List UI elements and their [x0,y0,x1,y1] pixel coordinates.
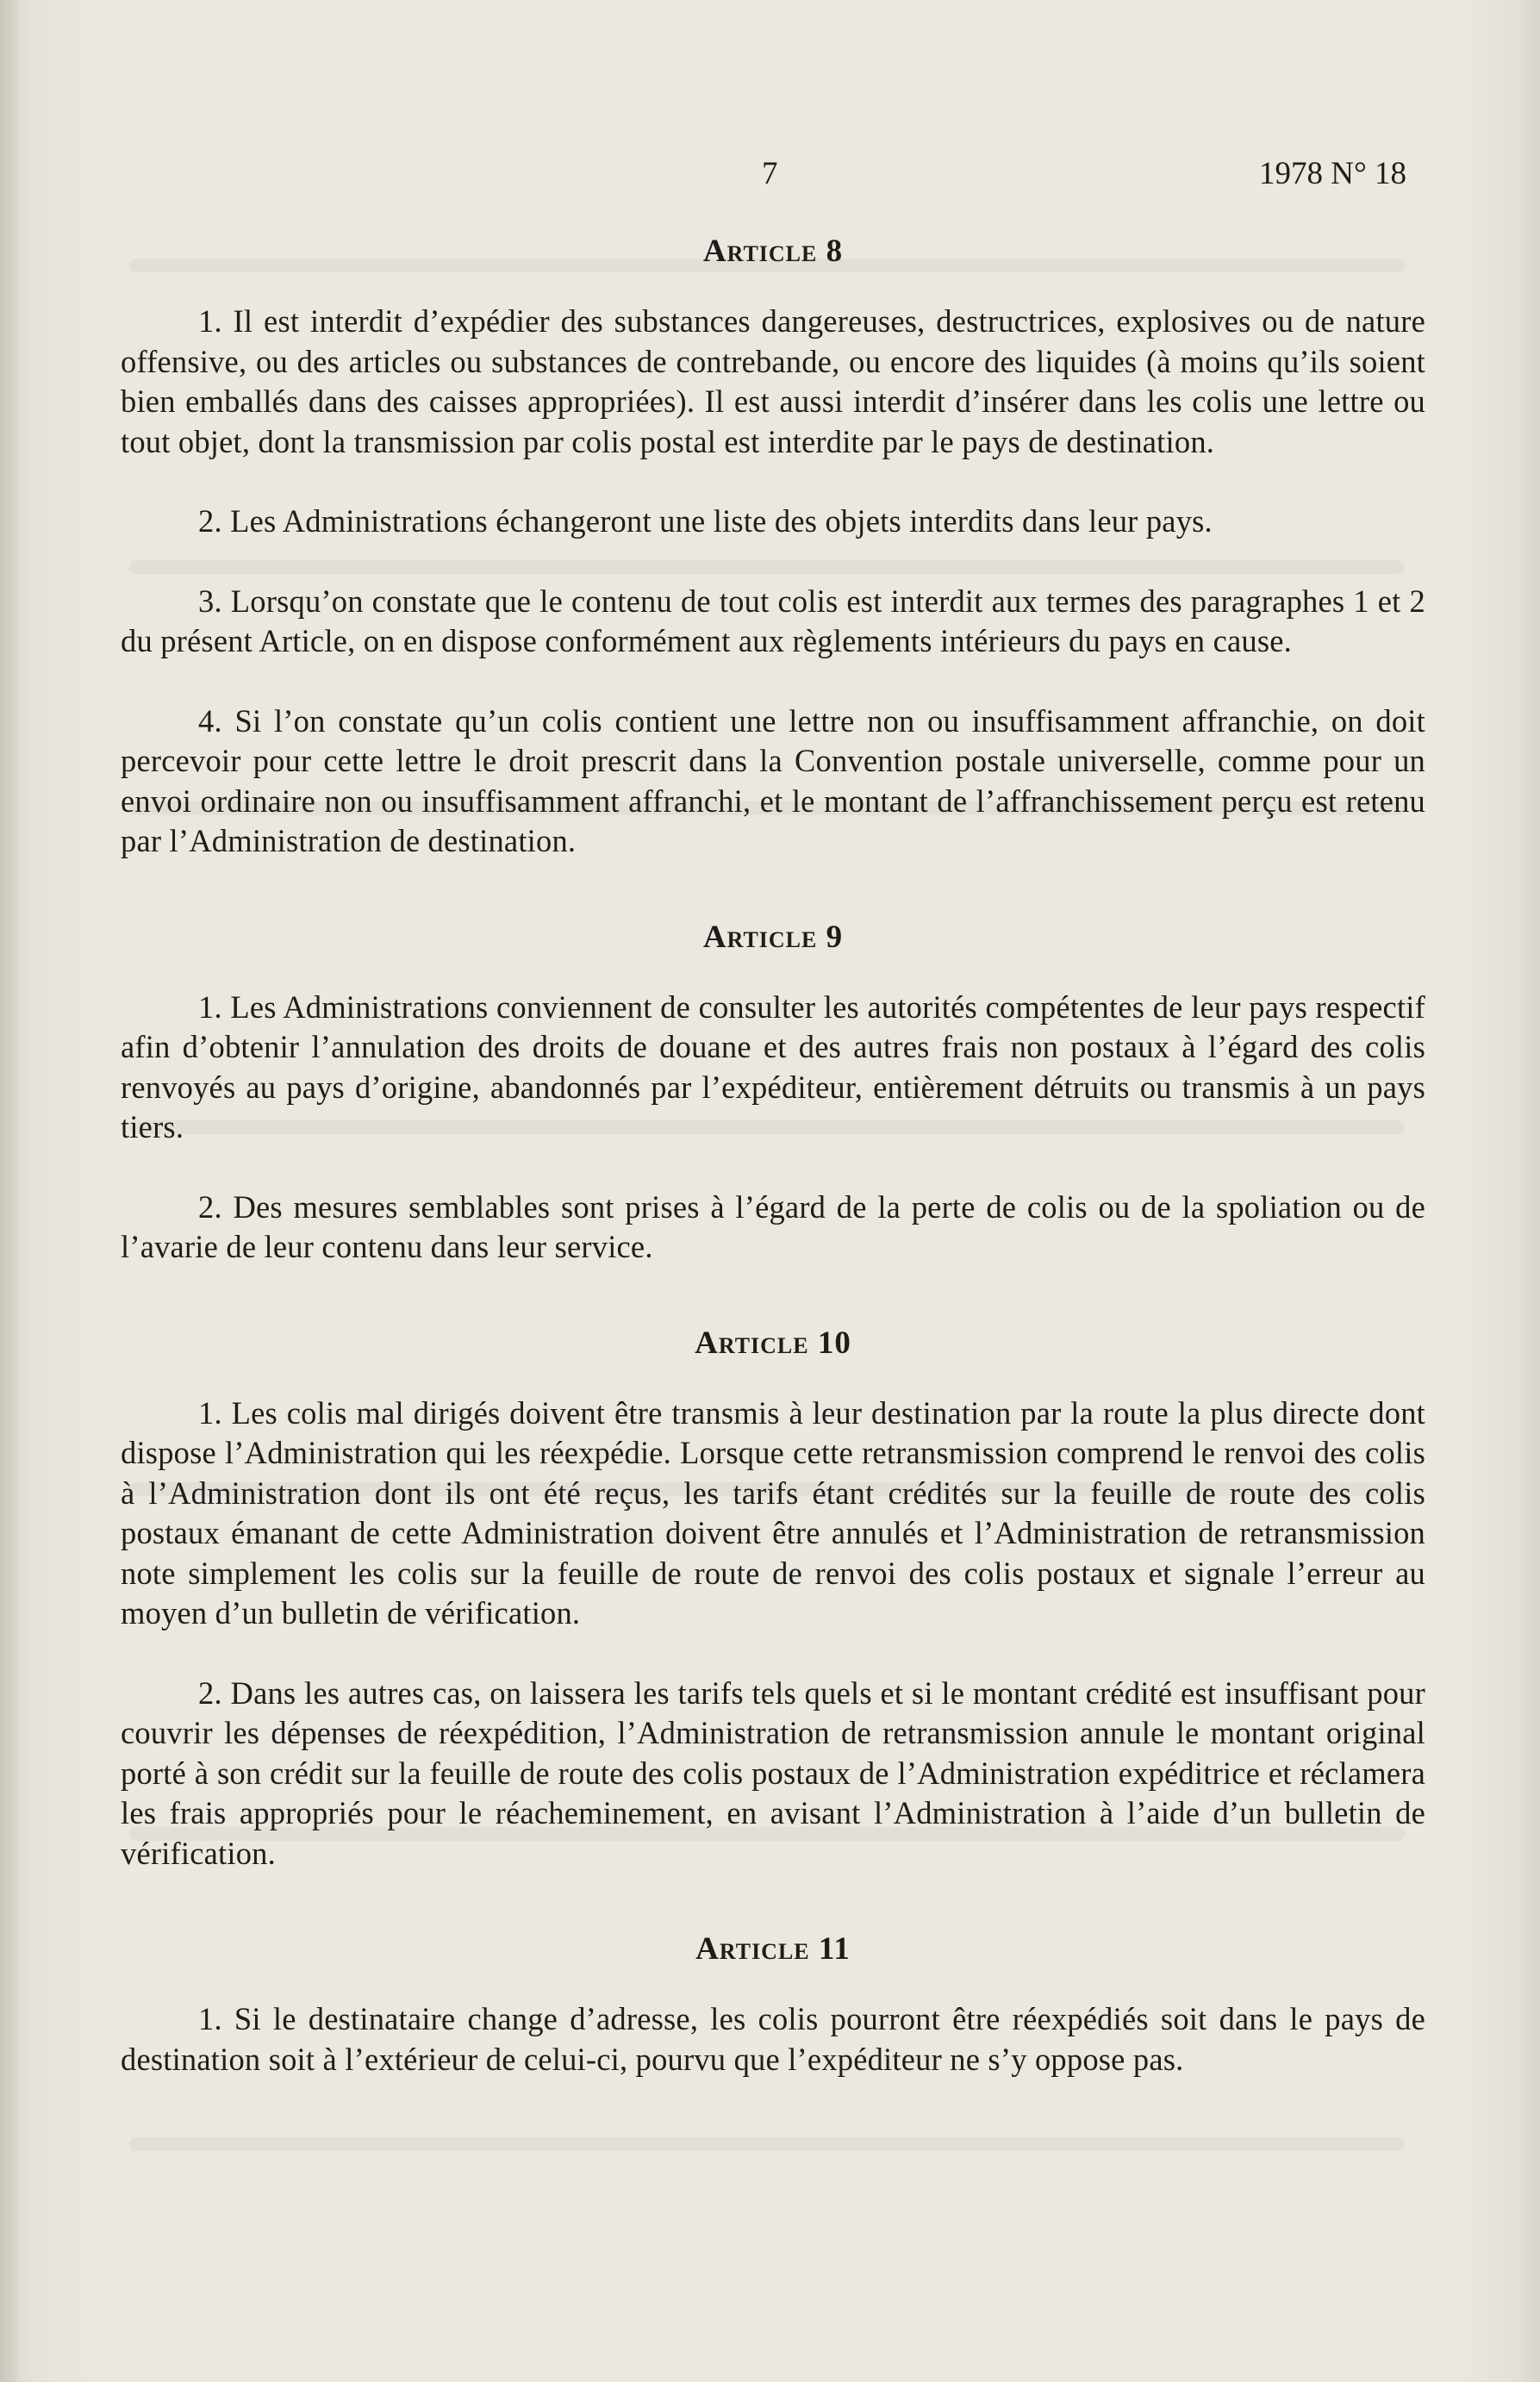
article-heading: Article 10 [695,1325,851,1361]
page-header [0,155,1540,198]
page-spine-shadow [0,0,19,2382]
article-paragraph: 3. Lorsqu’on constate que le contenu de tout colis est interdit aux termes des paragraphes 1 et 2 du présent Article, on en dispose conformément aux règlements intérieurs du pays en cause. [121,583,1425,658]
article-10 [121,1323,1425,1874]
article-paragraph: 1. Si le destinataire change d’adresse, les colis pourront être réexpédiés soit dans le pays de destination soit à l’extérieur de celui-ci, pourvu que l’expéditeur ne s’y oppose pas. [121,2001,1425,2077]
article-paragraph: 4. Si l’on constate qu’un colis contient une lettre non ou insuffisamment affranchie, on doit percevoir pour cette lettre le droit prescrit dans la Convention postale universelle, comme pour un envoi ordinaire non ou insuffisamment affranchi, et le montant de l’affranchissement perçu est retenu par l’Administration de destination. [121,702,1425,858]
article-paragraph: 1. Les colis mal dirigés doivent être transmis à leur destination par la route la plus directe dont dispose l’Administration qui les réexpédie. Lorsque cette retransmission comprend le renvoi des colis à l’Administration dont ils ont été reçus, les tarifs étant crédités sur la feuille de route des colis postaux émanant de cette Administration doivent être annulés et l’Administration de retransmission note simplement les colis sur la feuille de route de renvoi des colis postaux et signale l’erreur au moyen d’un bulletin de vérification. [121,1394,1425,1631]
article-paragraph: 2. Les Administrations échangeront une liste des objets interdits dans leur pays. [198,503,1213,539]
article-11 [121,1929,1425,2080]
article-paragraph: 1. Les Administrations conviennent de consulter les autorités compétentes de leur pays respectif afin d’obtenir l’annulation des droits de douane et des autres frais non postaux à l’égard des colis renvoyés au pays d’origine, abandonnés par l’expéditeur, entièrement détruits ou transmis à un pays tiers. [121,988,1425,1144]
article-heading: Article 9 [702,919,844,955]
article-paragraph: 2. Dans les autres cas, on laissera les tarifs tels quels et si le montant crédité est insuffisant pour couvrir les dépenses de réexpédition, l’Administration de retransmission annule le montant original porté à son crédit sur la feuille de route des colis postaux de l’Administration expéditrice et réclamera les frais appropriés pour le réacheminement, en avisant l’Administration à l’aide d’un bulletin de vérification. [121,1674,1425,1871]
document-body [121,231,1425,2119]
article-heading: Article 11 [695,1931,851,1967]
article-paragraph: 2. Des mesures semblables sont prises à l’égard de la perte de colis ou de la spoliation ou de l’avarie de leur contenu dans leur service. [121,1188,1425,1264]
page-number: 7 [762,156,778,191]
article-heading: Article 8 [702,234,844,269]
article-paragraph: 1. Il est interdit d’expédier des substances dangereuses, destructrices, explosives ou de nature offensive, ou des articles ou substances de contrebande, ou encore des liquides (à moins qu’ils soient bien emballés dans des caisses appropriées). Il est aussi interdit d’insérer dans les colis une lettre ou tout objet, dont la transmission par colis postal est interdite par le pays de destination. [121,303,1425,459]
document-reference: 1978 N° 18 [1259,156,1407,191]
article-8 [121,231,1425,862]
article-9 [121,917,1425,1268]
